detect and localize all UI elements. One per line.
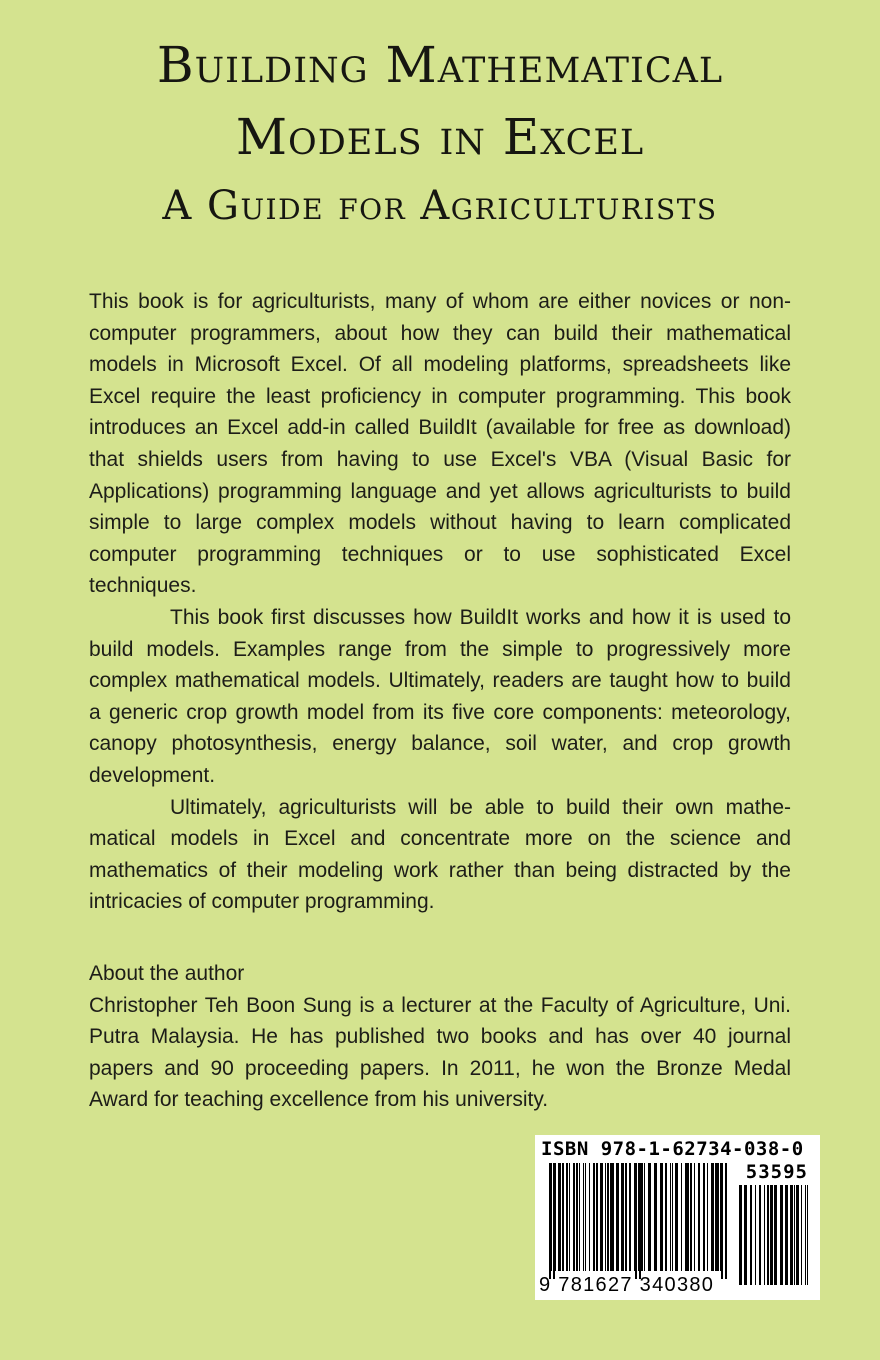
description-paragraph-3: Ultimately, agriculturists will be able to build their own mathematical models in Excel and concentrate more on the science and mathematics of their modeling work rather than being distracted by the intricacies of computer programming. [89,795,791,914]
book-description [89,286,791,918]
description-paragraph-1: This book is for agriculturists, many of whom are either novices or non-computer programmers, about how they can build their mathematical models in Microsoft Excel. Of all modeling platforms, spreadsheets like Excel require the least proficiency in computer programming. This book introduces an Excel add-in called BuildIt (available for free as download) that shields users from having to use Excel's VBA (Visual Basic for Applications) programming language and yet allows agriculturists to build simple to large complex models without having to learn complicated computer programming techniques or to use sophisticated Excel techniques. [89,290,791,598]
book-title-line-1: Building Mathematical [156,36,724,94]
description-paragraph-2: This book first discusses how BuildIt works and how it is used to build models. Examples range from the simple to progressively more complex mathematical models. Ultimately, readers are taught how to build a generic crop growth model from its five core components: meteorology, canopy photosynthesis, energy balance, soil water, and crop growth development. [89,605,791,787]
isbn-barcode [535,1135,820,1300]
book-title-line-2: Models in Excel [235,108,645,166]
ean-digits: 9 781627 340380 [539,1274,715,1296]
isbn-label: ISBN 978-1-62734-038-0 [541,1138,804,1160]
book-subtitle: A Guide for Agriculturists [162,183,718,229]
author-bio: Christopher Teh Boon Sung is a lecturer at the Faculty of Agriculture, Uni. Putra Malaysia. He has published two books and has over 40 journal papers and 90 proceeding papers. In 2011, he won the Bronze Medal Award for teaching excellence from his university. [89,993,791,1112]
about-author-heading: About the author [89,962,245,985]
about-author-section [89,958,791,1116]
price-code: 53595 [745,1161,808,1183]
